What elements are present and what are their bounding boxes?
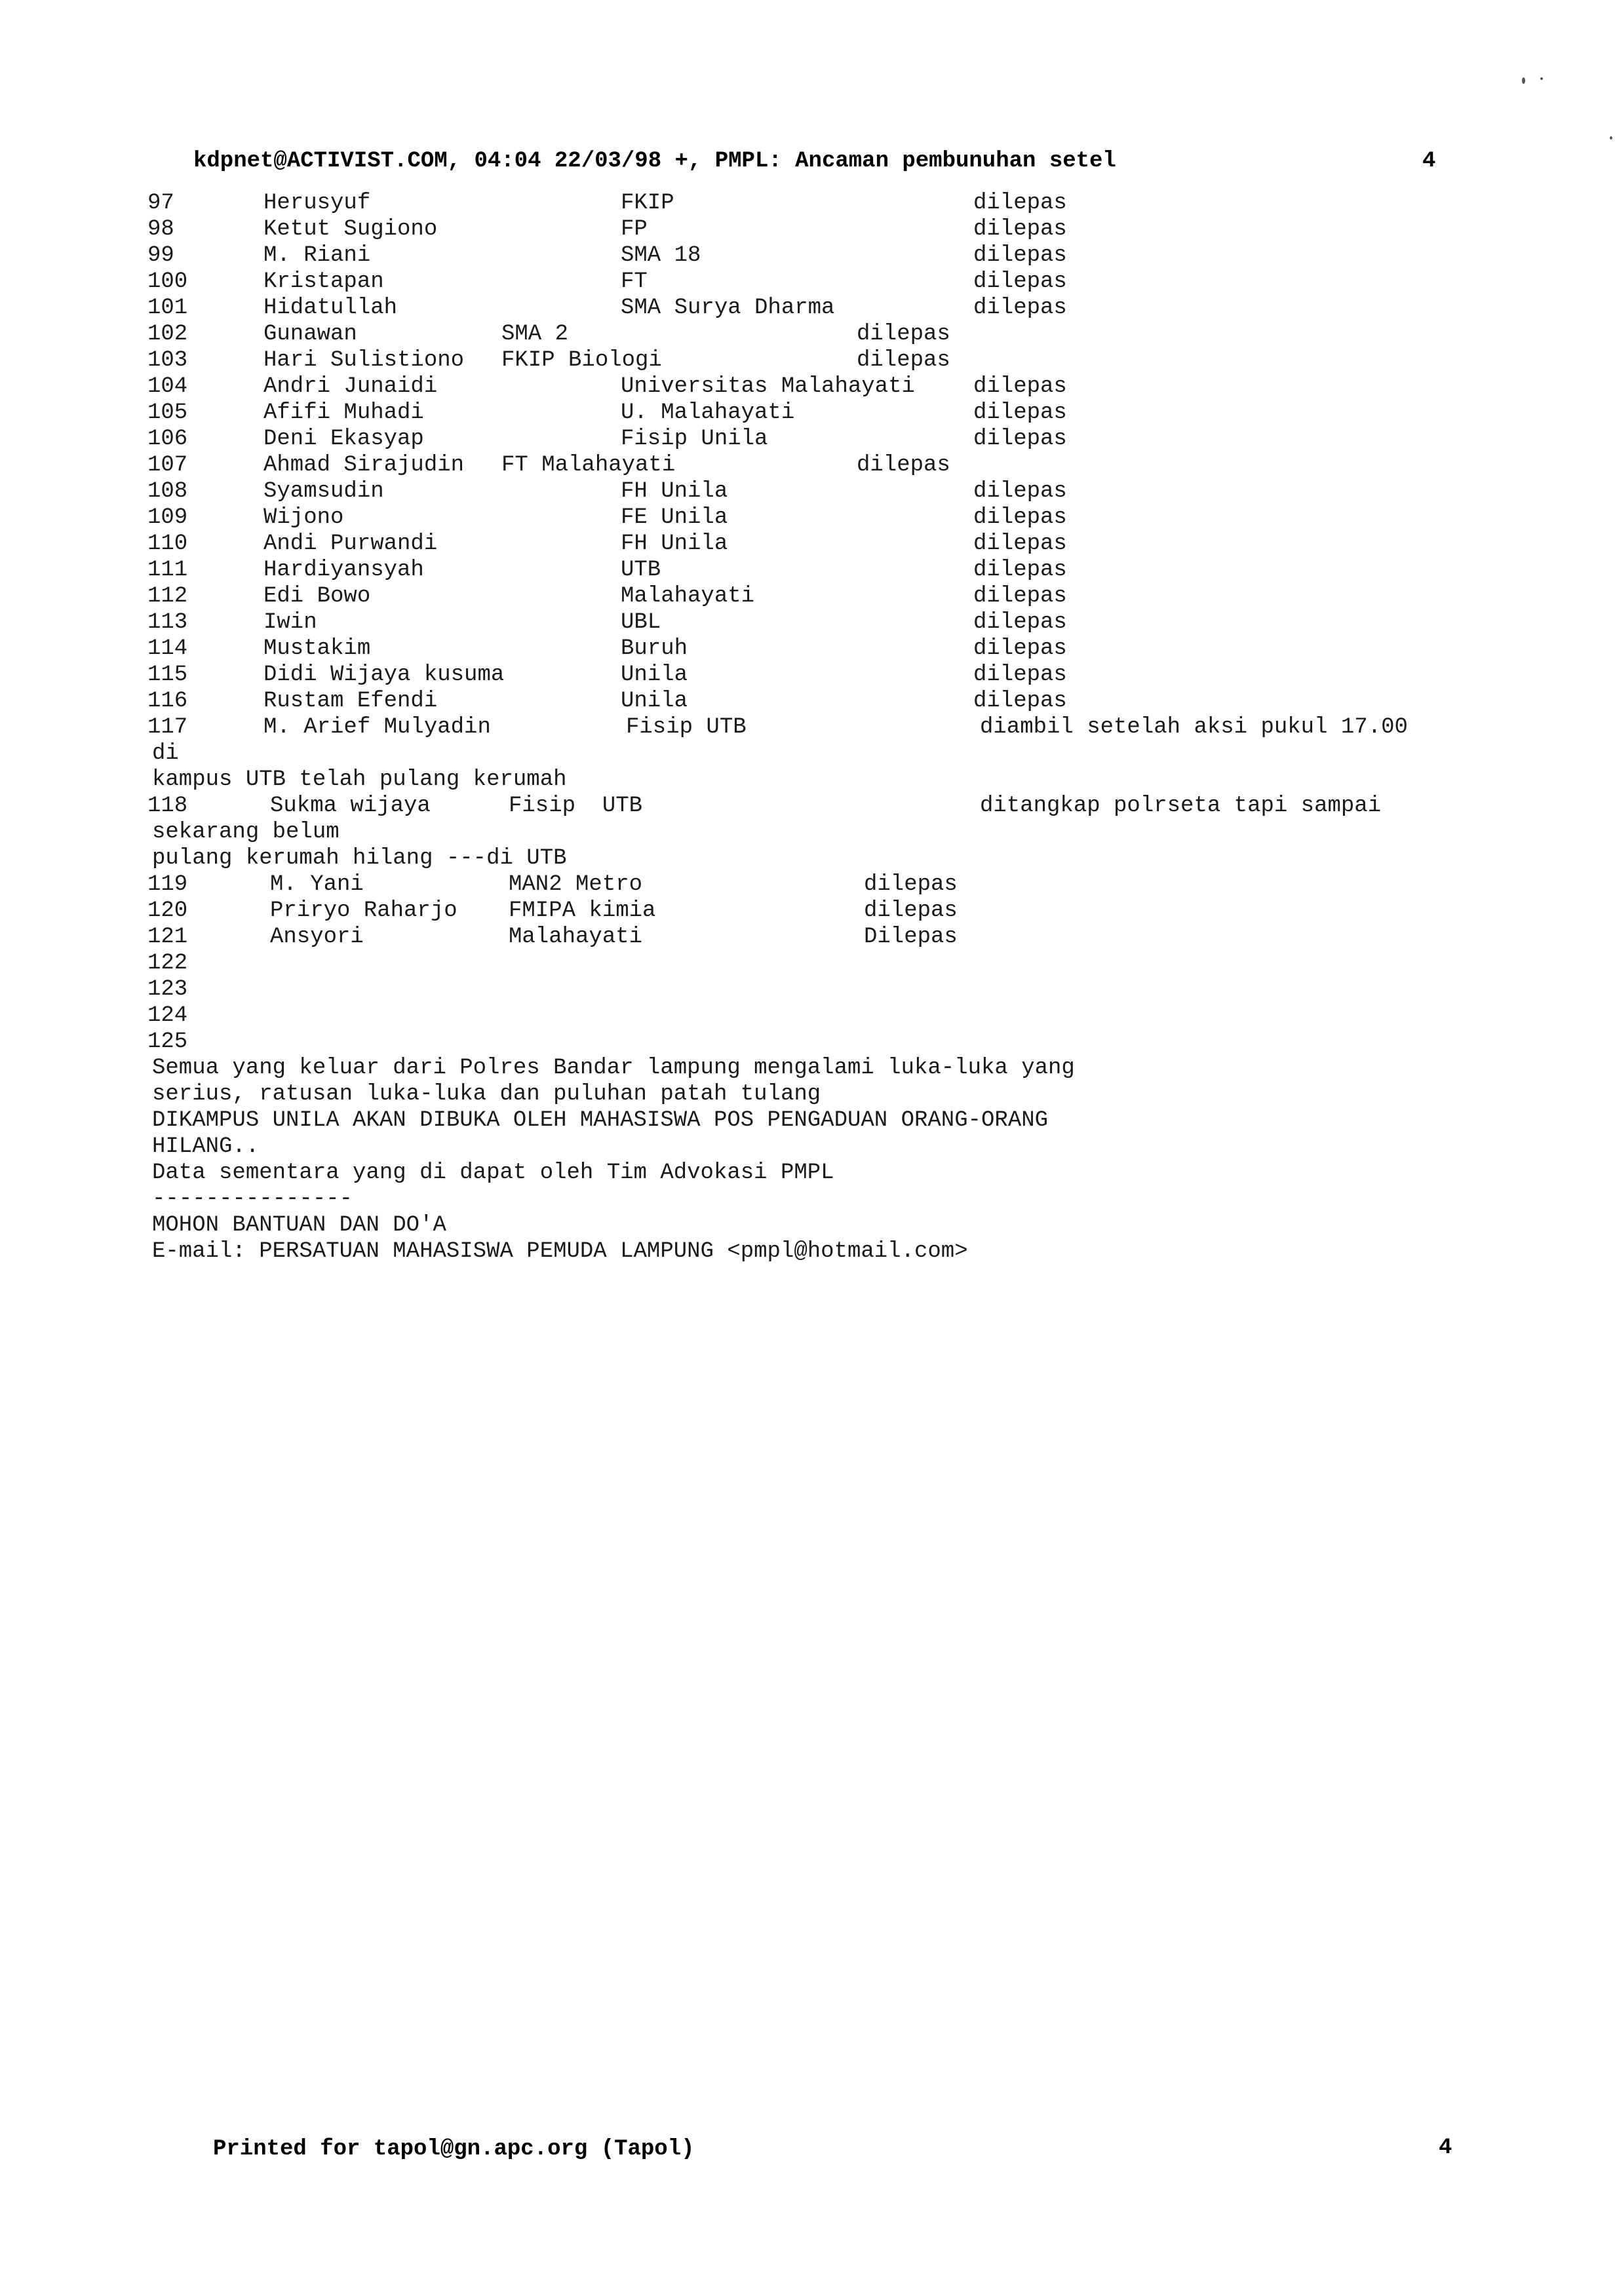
row-status: dilepas: [973, 191, 1067, 216]
row-name: M. Arief Mulyadin: [263, 715, 491, 740]
row-number: 125: [147, 1029, 188, 1054]
closing-line: MOHON BANTUAN DAN DO'A: [152, 1213, 446, 1238]
row-status: dilepas: [973, 689, 1067, 714]
row-number: 122: [147, 951, 188, 976]
row-continuation: sekarang belum: [152, 820, 340, 845]
row-status: dilepas: [973, 610, 1067, 635]
row-name: Hari Sulistiono: [263, 348, 465, 373]
scan-speck: [1610, 136, 1612, 140]
row-number: 104: [147, 374, 188, 399]
row-institution: Fisip UTB: [509, 794, 643, 818]
row-number: 99: [147, 243, 174, 268]
row-number: 120: [147, 898, 188, 923]
row-name: Gunawan: [263, 322, 357, 347]
row-institution: FT Malahayati: [501, 453, 676, 478]
row-name: Andri Junaidi: [263, 374, 438, 399]
row-number: 102: [147, 322, 188, 347]
row-number: 119: [147, 872, 188, 897]
row-status: dilepas: [973, 243, 1067, 268]
row-institution: Fisip UTB: [626, 715, 747, 740]
row-number: 103: [147, 348, 188, 373]
row-name: Andi Purwandi: [263, 531, 438, 556]
row-name: Sukma wijaya: [270, 794, 431, 818]
row-status: dilepas: [857, 322, 950, 347]
row-institution: Unila: [621, 662, 688, 687]
email-contact: E-mail: PERSATUAN MAHASISWA PEMUDA LAMPUNG <pmpl@hotmail.com>: [152, 1239, 968, 1264]
row-status: dilepas: [864, 898, 958, 923]
row-number: 106: [147, 427, 188, 451]
row-status: dilepas: [973, 662, 1067, 687]
row-number: 116: [147, 689, 188, 714]
row-number: 112: [147, 584, 188, 609]
row-number: 108: [147, 479, 188, 504]
row-number: 105: [147, 400, 188, 425]
row-name: Edi Bowo: [263, 584, 371, 609]
row-name: Deni Ekasyap: [263, 427, 424, 451]
row-name: Hidatullah: [263, 296, 398, 320]
row-name: Ansyori: [270, 925, 364, 949]
row-institution: FT: [621, 269, 648, 294]
row-institution: SMA 18: [621, 243, 701, 268]
row-status: dilepas: [973, 400, 1067, 425]
scan-speck: [1522, 77, 1525, 84]
row-status: dilepas: [857, 348, 950, 373]
row-continuation: di: [152, 741, 179, 766]
row-name: Wijono: [263, 505, 344, 530]
row-name: Didi Wijaya kusuma: [263, 662, 505, 687]
row-institution: FH Unila: [621, 479, 728, 504]
closing-line: HILANG..: [152, 1134, 260, 1159]
row-name: M. Riani: [263, 243, 371, 268]
row-status: diambil setelah aksi pukul 17.00: [980, 715, 1408, 740]
row-name: Ketut Sugiono: [263, 217, 438, 242]
row-number: 101: [147, 296, 188, 320]
row-number: 118: [147, 794, 188, 818]
row-status: ditangkap polrseta tapi sampai: [980, 794, 1382, 818]
row-status: dilepas: [857, 453, 950, 478]
closing-line: serius, ratusan luka-luka dan puluhan patah tulang: [152, 1082, 821, 1107]
row-number: 115: [147, 662, 188, 687]
row-number: 124: [147, 1003, 188, 1028]
email-header: kdpnet@ACTIVIST.COM, 04:04 22/03/98 +, PMPL: Ancaman pembunuhan setel: [193, 149, 1116, 174]
row-number: 110: [147, 531, 188, 556]
row-institution: FKIP: [621, 191, 674, 216]
row-name: Afifi Muhadi: [263, 400, 424, 425]
row-name: Mustakim: [263, 636, 371, 661]
row-number: 123: [147, 977, 188, 1002]
row-number: 107: [147, 453, 188, 478]
row-status: dilepas: [973, 584, 1067, 609]
row-institution: Buruh: [621, 636, 688, 661]
row-institution: SMA Surya Dharma: [621, 296, 835, 320]
row-institution: FH Unila: [621, 531, 728, 556]
divider: ---------------: [152, 1187, 353, 1212]
row-institution: UBL: [621, 610, 661, 635]
row-name: Rustam Efendi: [263, 689, 438, 714]
row-institution: FE Unila: [621, 505, 728, 530]
row-institution: FKIP Biologi: [501, 348, 662, 373]
row-status: dilepas: [973, 269, 1067, 294]
row-number: 97: [147, 191, 174, 216]
row-institution: Malahayati: [621, 584, 755, 609]
row-number: 100: [147, 269, 188, 294]
row-name: Syamsudin: [263, 479, 384, 504]
row-status: dilepas: [973, 558, 1067, 583]
row-name: Herusyuf: [263, 191, 371, 216]
row-continuation: kampus UTB telah pulang kerumah: [152, 767, 567, 792]
row-status: dilepas: [973, 217, 1067, 242]
row-institution: UTB: [621, 558, 661, 583]
row-name: Hardiyansyah: [263, 558, 424, 583]
page-number-top: 4: [1422, 149, 1436, 174]
row-institution: FP: [621, 217, 648, 242]
row-name: Priryo Raharjo: [270, 898, 457, 923]
row-institution: MAN2 Metro: [509, 872, 643, 897]
row-name: Ahmad Sirajudin: [263, 453, 465, 478]
row-status: dilepas: [973, 531, 1067, 556]
row-status: dilepas: [864, 872, 958, 897]
row-continuation: pulang kerumah hilang ---di UTB: [152, 846, 567, 871]
row-institution: SMA 2: [501, 322, 569, 347]
row-name: Iwin: [263, 610, 317, 635]
row-name: M. Yani: [270, 872, 364, 897]
row-number: 109: [147, 505, 188, 530]
row-number: 114: [147, 636, 188, 661]
row-number: 98: [147, 217, 174, 242]
row-number: 111: [147, 558, 188, 583]
row-institution: Universitas Malahayati: [621, 374, 915, 399]
row-status: dilepas: [973, 479, 1067, 504]
row-institution: Fisip Unila: [621, 427, 768, 451]
closing-line: DIKAMPUS UNILA AKAN DIBUKA OLEH MAHASISWA POS PENGADUAN ORANG-ORANG: [152, 1108, 1049, 1133]
row-status: dilepas: [973, 374, 1067, 399]
closing-line: Data sementara yang di dapat oleh Tim Advokasi PMPL: [152, 1160, 834, 1185]
row-status: dilepas: [973, 505, 1067, 530]
closing-line: Semua yang keluar dari Polres Bandar lampung mengalami luka-luka yang: [152, 1056, 1075, 1081]
row-status: dilepas: [973, 636, 1067, 661]
row-institution: Malahayati: [509, 925, 643, 949]
row-institution: FMIPA kimia: [509, 898, 656, 923]
row-institution: Unila: [621, 689, 688, 714]
print-footer: Printed for tapol@gn.apc.org (Tapol): [213, 2137, 695, 2162]
row-number: 113: [147, 610, 188, 635]
row-status: dilepas: [973, 427, 1067, 451]
row-name: Kristapan: [263, 269, 384, 294]
row-status: dilepas: [973, 296, 1067, 320]
row-number: 121: [147, 925, 188, 949]
row-status: Dilepas: [864, 925, 958, 949]
row-institution: U. Malahayati: [621, 400, 795, 425]
row-number: 117: [147, 715, 188, 740]
page-number-bottom: 4: [1439, 2135, 1452, 2160]
scan-speck: [1540, 77, 1543, 80]
